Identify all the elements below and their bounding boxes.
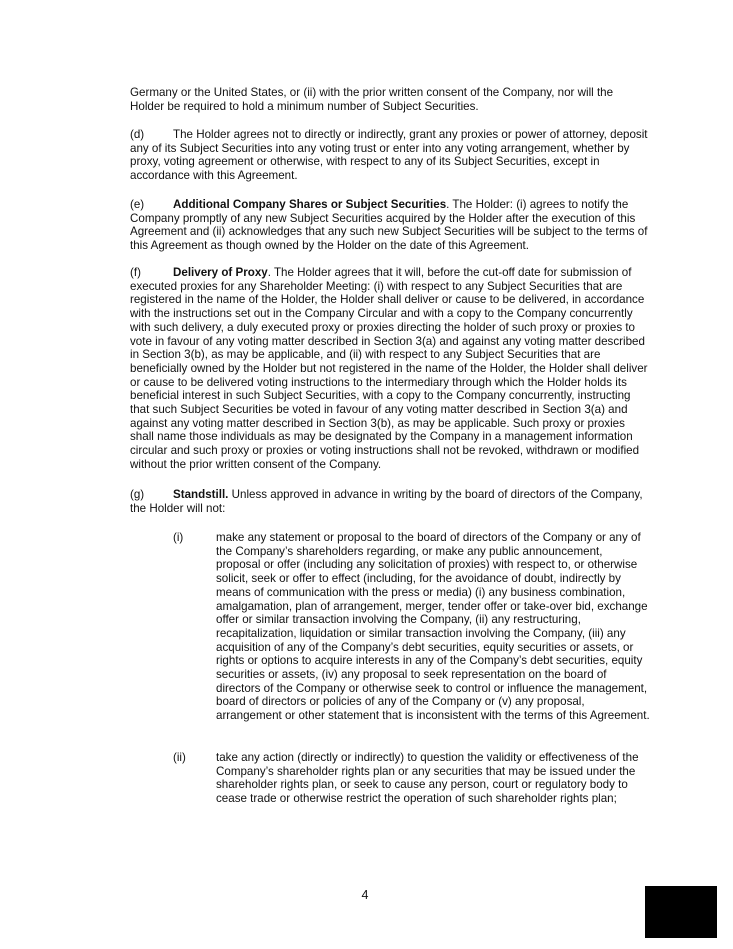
page-number: 4 <box>361 888 369 902</box>
section-label: (f) <box>130 266 141 279</box>
section-text: . The Holder agrees that it will, before the cut-off date for submission of executed proxies for any Shareholder Meeting: (i) with respect to any Subject Securities that are registered in the name of the Holder, the Holder shall deliver or cause to be delivered, in accordance with the instructions set out in the Company Circular and with a copy to the Company concurrently with such delivery, a duly executed proxy or proxies directing the holder of such proxy or proxies to vote in favour of any voting matter described in Section 3(a) and against any voting matter described in Section 3(b), as may be applicable, and (ii) with respect to any Subject Securities that are beneficially owned by the Holder but not registered in the name of the Holder, the Holder shall deliver or cause to be delivered voting instructions to the intermediary through which the Holder holds its beneficial interest in such Subject Securities, with a copy to the Company concurrently, instructing that such Subject Securities be voted in favour of any voting matter described in Section 3(a) and against any voting matter described in Section 3(b), as may be applicable. Such proxy or proxies shall name those individuals as may be designated by the Company in a management information circular and such proxy or proxies or voting instructions shall not be revoked, withdrawn or modified without the prior written consent of the Company. <box>130 266 648 471</box>
section-label: (g) <box>130 488 145 501</box>
section-f <box>130 266 650 472</box>
section-label: (e) <box>130 198 145 211</box>
section-g <box>130 488 650 515</box>
subitem-ii <box>173 751 653 806</box>
subitem-text: take any action (directly or indirectly) to question the validity or effectiveness of the Company’s shareholder rights plan or any securities that may be issued under the shareholder rights plan, or seek to cause any person, court or regulatory body to cease trade or otherwise restrict the operation of such shareholder rights plan; <box>216 751 639 806</box>
section-text: . The Holder: (i) agrees to notify the Company promptly of any new Subject Securities acquired by the Holder after the execution of this Agreement and (ii) acknowledges that any such new Subject Securities will be subject to the terms of this Agreement as though owned by the Holder on the date of this Agreement. <box>130 198 648 253</box>
section-heading: Standstill. <box>173 488 229 501</box>
section-e <box>130 198 650 253</box>
continuation-paragraph: Germany or the United States, or (ii) with the prior written consent of the Company, nor will the Holder be required to hold a minimum number of Subject Securities. <box>130 86 614 113</box>
section-text: Unless approved in advance in writing by the board of directors of the Company, the Holder will not: <box>130 488 643 515</box>
section-text: The Holder agrees not to directly or indirectly, grant any proxies or power of attorney, deposit any of its Subject Securities into any voting trust or enter into any voting arrangement, whether by proxy, voting agreement or otherwise, with respect to any of its Subject Securities, except in accordance with this Agreement. <box>130 128 648 183</box>
section-heading: Delivery of Proxy <box>173 266 268 279</box>
subitem-text: make any statement or proposal to the board of directors of the Company or any of the Company’s shareholders regarding, or make any public announcement, proposal or offer (including any solicitation of proxies) with respect to, or otherwise solicit, seek or offer to effect (including, for the avoidance of doubt, indirectly by means of communication with the press or media) (i) any business combination, amalgamation, plan of arrangement, merger, tender offer or take-over bid, exchange offer or similar transaction involving the Company, (ii) any restructuring, recapitalization, liquidation or similar transaction involving the Company, (iii) any acquisition of any of the Company’s debt securities, equity securities or assets, or rights or options to acquire interests in any of the Company’s debt securities, equity securities or assets, (iv) any proposal to seek representation on the board of directors of the Company or otherwise seek to control or influence the management, board of directors or policies of any of the Company or (v) any proposal, arrangement or other statement that is inconsistent with the terms of this Agreement. <box>216 531 650 723</box>
subitem-label: (i) <box>173 531 184 544</box>
subitem-label: (ii) <box>173 751 186 764</box>
redaction-box <box>645 886 717 938</box>
subitem-i <box>173 531 653 723</box>
section-label: (d) <box>130 128 145 141</box>
section-d <box>130 128 650 183</box>
section-heading: Additional Company Shares or Subject Securities <box>173 198 447 211</box>
